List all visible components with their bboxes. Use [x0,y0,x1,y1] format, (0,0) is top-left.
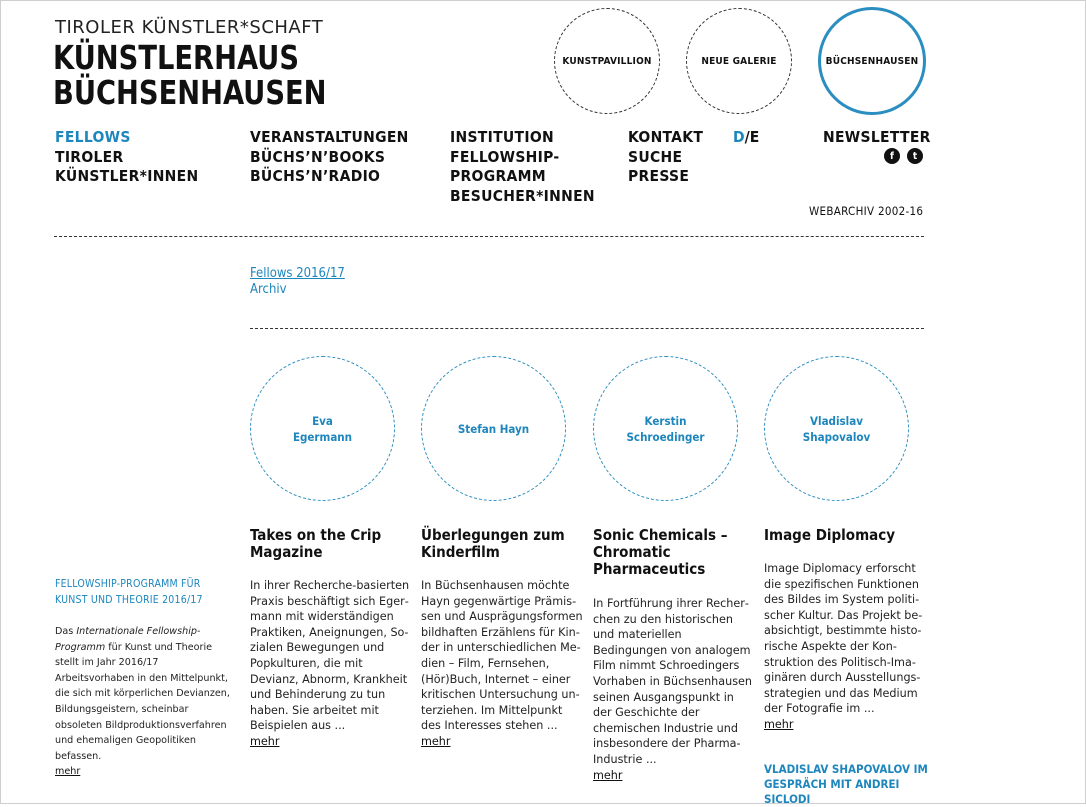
project-text-schroedinger [593,596,756,783]
fellow-name: Kerstin [644,413,687,428]
sidebar-text-prefix: Das [55,626,77,637]
fellow-circle-egermann[interactable] [250,356,395,501]
nav-kuenstlerinnen[interactable]: KÜNSTLER*INNEN [55,167,199,185]
nav-column-events [250,128,409,187]
language-switch [733,128,759,146]
webarchiv-label[interactable]: WEBARCHIV 2002-16 [809,204,924,218]
nav-programm[interactable]: PROGRAMM [450,167,546,185]
twitter-icon[interactable]: t [907,148,923,164]
project-description: In Büchsenhausen möchte Hayn gegenwärtige Prämissen und Ausprägungsformen bildhaften Erzählens für Kinder in unterschiedlichen Medien – Film, Fernsehen, (Hör)Buch, Internet – einer kritischen Untersuchung unterziehen. Im Mittelpunkt des Interesses stehen ... [421,579,583,733]
sidebar-text-emphasis: Internationale Fellowship-Programm [55,626,201,653]
sidebar-text [55,624,230,780]
divider-top [54,236,924,237]
fellows-year-link[interactable]: Fellows 2016/17 [250,266,345,281]
site-logo[interactable] [53,40,327,110]
project-title-schroedinger[interactable]: Sonic Chemicals – Chromatic Pharmaceutics [593,526,728,578]
project-text-shapovalov [764,561,924,733]
nav-suche[interactable]: SUCHE [628,147,683,166]
nav-column-fellows [55,128,198,187]
fellow-circle-shapovalov[interactable] [764,356,909,501]
sidebar-text-body: für Kunst und Theorie stellt im Jahr 2016/17 Arbeitsvorhaben in den Mittelpunkt, die sich mit körperlichen Devianzen, Bildungsgeistern, scheinbar obsoleten Bildproduktionsverfahren und ehemaligen Geopolitiken befassen. [55,641,230,762]
fellow-name: Vladislav [810,413,863,428]
project-title-shapovalov[interactable]: Image Diplomacy [764,526,896,544]
nav-kontakt[interactable]: KONTAKT [628,128,704,146]
facebook-icon[interactable]: f [884,148,900,164]
nav-fellowship[interactable]: FELLOWSHIP- [450,147,560,166]
site-subtitle: TIROLER KÜNSTLER*SCHAFT [55,17,324,38]
fellow-name: Shapovalov [802,429,871,444]
nav-besucherinnen[interactable]: BESUCHER*INNEN [450,186,595,205]
sidebar-title-line: FELLOWSHIP-PROGRAMM FÜR [55,578,201,590]
more-link[interactable]: mehr [250,734,280,748]
fellow-circle-hayn[interactable] [421,356,566,501]
nav-buechs-n-books[interactable]: BÜCHS’N’BOOKS [250,147,386,166]
project-title-hayn[interactable]: Überlegungen zum Kinderfilm [421,526,565,561]
newsletter-link[interactable]: NEWSLETTER [823,128,931,146]
kunstpavillion-link[interactable]: KUNSTPAVILLION [554,8,660,114]
archiv-link[interactable]: Archiv [250,282,287,297]
project-description: In ihrer Recherche-basierten Praxis beschäftigt sich Egermann mit widerständigen Praktiken, Aneignungen, Sozialen Bewegungen und Popkulturen, die mit Devianz, Abnorm, Krankheit und Behinderung zu tun haben. Sie arbeitet mit Beispielen aus ... [250,579,410,733]
project-text-egermann [250,578,412,750]
fellow-circle-schroedinger[interactable] [593,356,738,501]
subnav [250,266,345,298]
fellow-name: Eva [312,413,333,428]
project-title-egermann[interactable]: Takes on the Crip Magazine [250,526,382,561]
nav-tiroler[interactable]: TIROLER [55,147,124,166]
nav-veranstaltungen[interactable]: VERANSTALTUNGEN [250,128,409,146]
divider-subnav [250,328,924,329]
nav-presse[interactable]: PRESSE [628,167,690,185]
fellow-name: Schroedinger [626,429,705,444]
sidebar-title [55,576,235,608]
sidebar-title-line: KUNST UND THEORIE 2016/17 [55,594,203,606]
nav-institution[interactable]: INSTITUTION [450,128,554,146]
fellow-name: Stefan Hayn [457,421,530,436]
project-text-hayn [421,578,584,750]
more-link[interactable]: mehr [764,717,794,731]
project-description: Image Diplomacy erforscht die spezifischen Funktionen des Bildes im System politischer Kultur. Das Projekt beabsichtigt, bestimmte historische Aspekte der Konstruktion des Politisch-Imaginären durch Ausstellungsstrategien und das Medium der Fotografie im ... [764,562,923,716]
nav-column-contact [628,128,703,187]
nav-buechs-n-radio[interactable]: BÜCHS’N’RADIO [250,167,381,185]
brand-line-2: BÜCHSENHAUSEN [53,73,327,112]
lang-separator: / [744,128,750,146]
project-description: In Fortführung ihrer Recherchen zu den historischen und materiellen Bedingungen von analogem Film nimmt Schroedingers Vorhaben in Büchsenhausen seinen Ausgangspunkt in der Geschichte der chemischen Industrie und insbesondere der Pharma-Industrie ... [593,597,753,766]
neue-galerie-link[interactable]: NEUE GALERIE [686,8,792,114]
sidebar-more-link[interactable]: mehr [55,766,81,778]
more-link[interactable]: mehr [593,768,623,782]
buechsenhausen-link[interactable]: BÜCHSENHAUSEN [818,7,926,115]
more-link[interactable]: mehr [421,734,451,748]
lang-de[interactable]: D [733,128,745,146]
lang-en[interactable]: E [749,128,760,146]
brand-line-1: KÜNSTLERHAUS [53,38,299,77]
fellow-name: Egermann [292,429,353,444]
nav-column-institution [450,128,595,206]
interview-link[interactable]: VLADISLAV SHAPOVALOV IM GESPRÄCH MIT ANDREI SICLODI [764,762,928,806]
nav-fellows[interactable]: FELLOWS [55,128,131,146]
